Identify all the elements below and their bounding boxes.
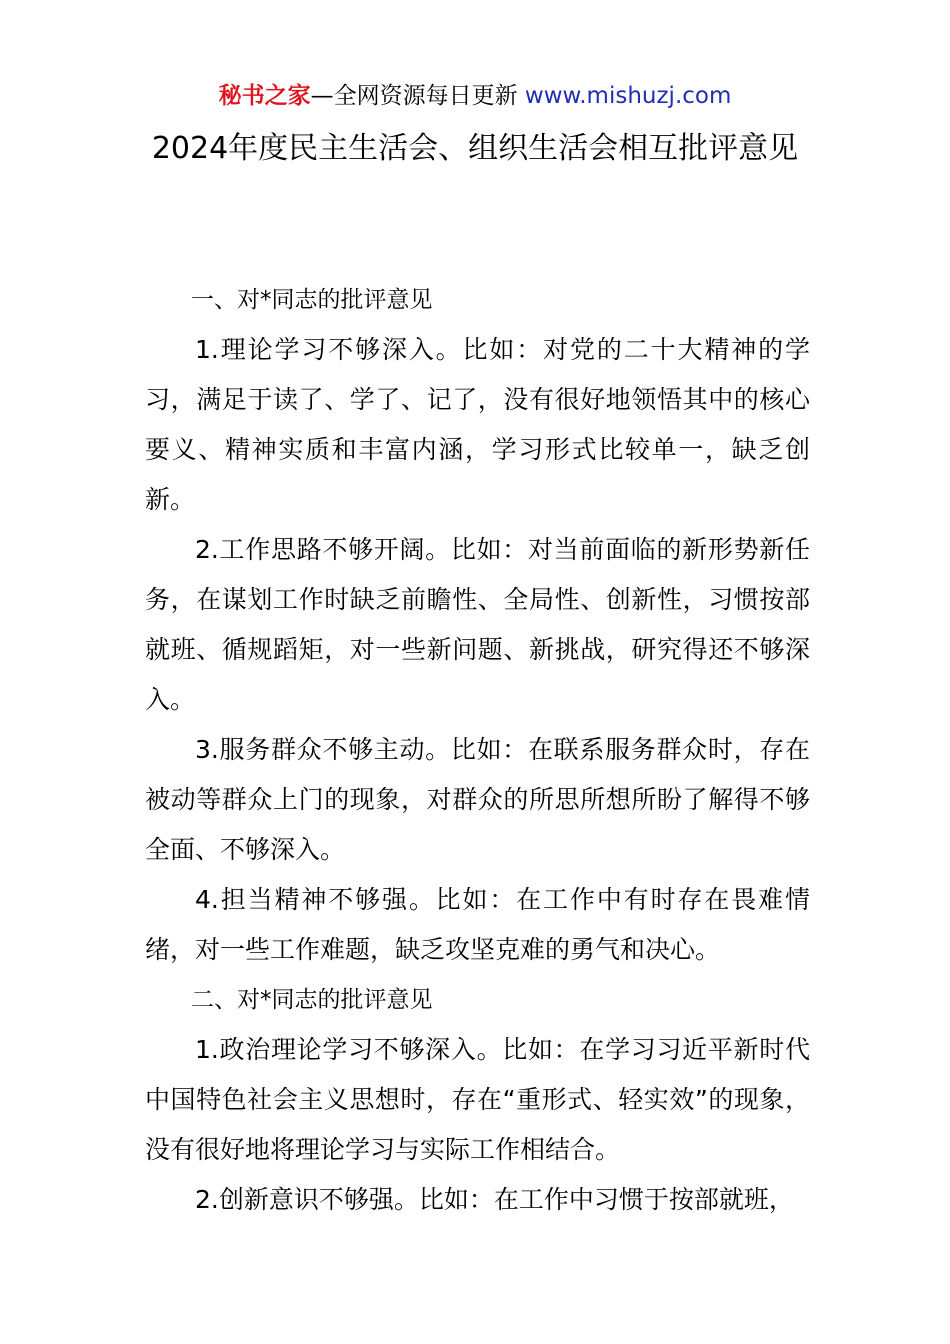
section-1-item-1: 1.理论学习不够深入。比如：对党的二十大精神的学习，满足于读了、学了、记了，没有很好地领悟其中的核心要义、精神实质和丰富内涵，学习形式比较单一，缺乏创新。 xyxy=(145,335,810,514)
brand-name: 秘书之家 xyxy=(218,83,311,109)
section-heading-1: 一、对*同志的批评意见 xyxy=(191,287,433,313)
brand-slogan: —全网资源每日更新 xyxy=(310,83,518,109)
section-2-item-2: 2.创新意识不够强。比如：在工作中习惯于按部就班， xyxy=(195,1185,794,1214)
section-1-item-3: 3.服务群众不够主动。比如：在联系服务群众时，存在被动等群众上门的现象，对群众的所思所想所盼了解得不够全面、不够深入。 xyxy=(145,735,810,864)
section-1-item-2: 2.工作思路不够开阔。比如：对当前面临的新形势新任务，在谋划工作时缺乏前瞻性、全局性、创新性，习惯按部就班、循规蹈矩，对一些新问题、新挑战，研究得还不够深入。 xyxy=(145,535,810,714)
document-body xyxy=(145,275,810,1225)
watermark-header xyxy=(0,80,950,112)
brand-url[interactable]: www.mishuzj.com xyxy=(524,83,732,109)
document-title: 2024年度民主生活会、组织生活会相互批评意见 xyxy=(151,131,799,166)
section-1-item-4: 4.担当精神不够强。比如：在工作中有时存在畏难情绪，对一些工作难题，缺乏攻坚克难的勇气和决心。 xyxy=(145,885,810,964)
section-2-item-1: 1.政治理论学习不够深入。比如：在学习习近平新时代中国特色社会主义思想时，存在“重形式、轻实效”的现象，没有很好地将理论学习与实际工作相结合。 xyxy=(145,1035,810,1164)
section-heading-2: 二、对*同志的批评意见 xyxy=(191,987,433,1013)
